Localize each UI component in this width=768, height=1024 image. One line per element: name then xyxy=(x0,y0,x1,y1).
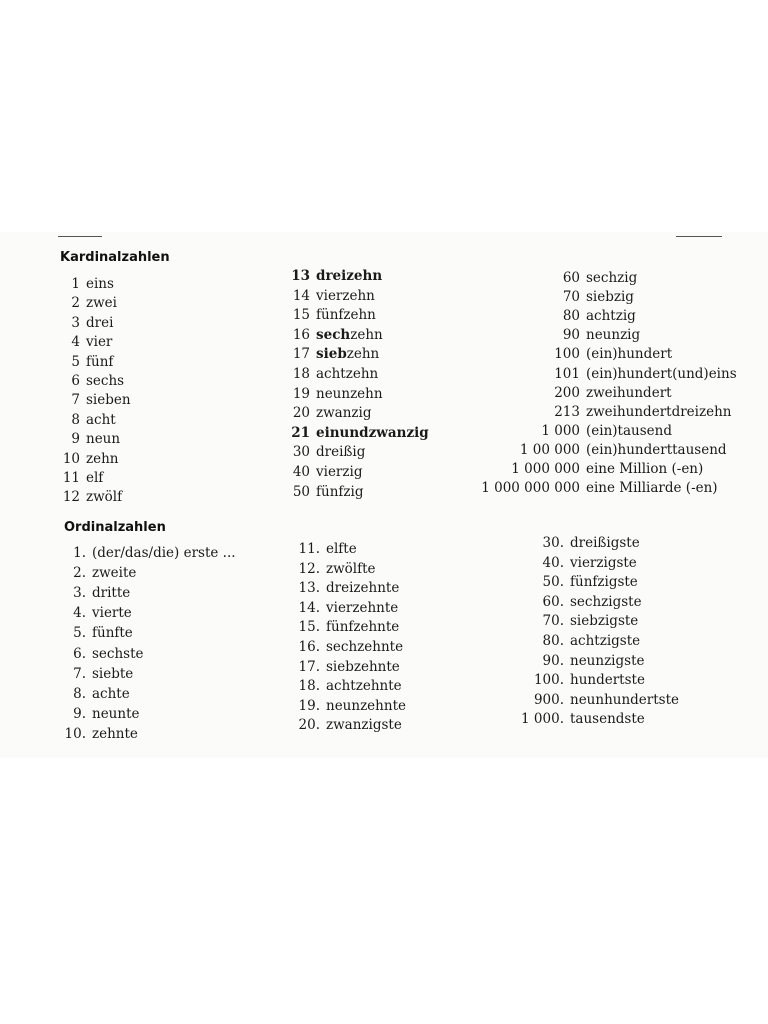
number-numeral: 7. xyxy=(73,665,86,682)
number-numeral: 10 xyxy=(62,450,80,467)
number-word: dreißig xyxy=(316,444,366,461)
number-entry xyxy=(286,346,379,362)
number-word: tausendste xyxy=(570,711,645,728)
number-word: sechzig xyxy=(586,270,638,286)
number-word: dreizehnte xyxy=(326,580,400,597)
number-entry xyxy=(286,268,382,284)
cardinal-heading: Kardinalzahlen xyxy=(60,250,170,265)
number-numeral: 100. xyxy=(533,672,564,689)
number-entry xyxy=(480,404,731,420)
number-word: (ein)hunderttausend xyxy=(586,441,727,458)
number-entry xyxy=(286,464,362,480)
number-numeral: 9. xyxy=(73,705,86,722)
number-numeral: 1 xyxy=(71,276,80,292)
number-numeral: 12 xyxy=(62,489,80,506)
number-entry xyxy=(294,600,398,616)
number-word: zweite xyxy=(92,565,137,582)
number-entry xyxy=(520,555,637,571)
number-numeral: 80 xyxy=(562,308,580,325)
number-entry xyxy=(286,444,365,460)
number-entry xyxy=(62,646,144,662)
number-word: zehn xyxy=(86,450,119,467)
number-numeral: 1. xyxy=(73,545,86,561)
number-word: dritte xyxy=(92,585,131,602)
number-numeral: 7 xyxy=(71,392,80,409)
number-word: zweihundert xyxy=(586,384,672,401)
number-word: zehnte xyxy=(92,725,138,742)
number-entry xyxy=(58,354,113,370)
number-entry xyxy=(294,561,376,577)
number-word: siebzehn xyxy=(316,346,380,363)
number-word: neunzig xyxy=(586,327,641,344)
number-numeral: 3. xyxy=(73,585,86,602)
number-entry xyxy=(58,392,131,408)
number-word: sechste xyxy=(92,645,144,662)
number-word: vierzig xyxy=(316,464,363,480)
number-entry xyxy=(480,480,718,496)
number-entry xyxy=(480,385,672,401)
number-word: (der/das/die) erste ... xyxy=(92,545,236,561)
number-word: (ein)hundert(und)eins xyxy=(586,365,737,382)
number-entry xyxy=(294,541,357,557)
number-numeral: 17 xyxy=(292,346,310,363)
number-entry xyxy=(286,386,383,402)
number-numeral: 9 xyxy=(71,431,80,448)
number-entry xyxy=(520,613,638,629)
number-entry xyxy=(62,545,236,561)
number-numeral: 1 000. xyxy=(521,711,564,728)
number-word: elf xyxy=(86,470,104,486)
number-numeral: 18. xyxy=(298,678,320,695)
number-numeral: 30. xyxy=(542,535,564,551)
number-entry xyxy=(58,489,122,505)
number-numeral: 5 xyxy=(71,353,80,370)
number-numeral: 70. xyxy=(542,613,564,630)
number-numeral: 14. xyxy=(298,599,320,616)
number-numeral: 1 000 000 xyxy=(511,461,580,477)
number-numeral: 60 xyxy=(562,270,580,286)
number-entry xyxy=(294,717,402,733)
number-entry xyxy=(520,535,640,551)
number-word: drei xyxy=(86,314,114,331)
number-word: zweihundertdreizehn xyxy=(586,403,732,420)
number-numeral: 30 xyxy=(292,444,310,461)
number-entry xyxy=(480,327,640,343)
number-entry xyxy=(62,706,140,722)
number-numeral: 15. xyxy=(298,619,320,636)
number-entry xyxy=(520,692,679,708)
number-word: siebte xyxy=(92,665,134,682)
number-numeral: 6. xyxy=(73,645,86,662)
number-numeral: 10. xyxy=(64,725,86,742)
number-numeral: 100 xyxy=(554,346,580,363)
number-entry xyxy=(520,633,640,649)
number-entry xyxy=(520,574,638,590)
number-entry xyxy=(62,686,130,702)
number-entry xyxy=(58,431,120,447)
number-entry xyxy=(58,451,119,467)
number-word: (ein)hundert xyxy=(586,346,673,363)
number-numeral: 20. xyxy=(298,717,320,734)
number-numeral: 8. xyxy=(73,685,86,702)
number-numeral: 40 xyxy=(292,464,310,480)
number-numeral: 50. xyxy=(542,574,564,591)
number-word: sechs xyxy=(86,373,125,389)
number-numeral: 50 xyxy=(292,483,310,500)
number-entry xyxy=(62,666,133,682)
number-word: fünfzigste xyxy=(570,574,638,591)
number-entry xyxy=(294,698,406,714)
top-rule-left xyxy=(58,236,102,237)
number-word: sieben xyxy=(86,392,131,409)
number-numeral: 14 xyxy=(292,287,310,304)
number-entry xyxy=(520,594,642,610)
number-numeral: 213 xyxy=(554,403,580,420)
number-numeral: 3 xyxy=(71,314,80,331)
number-numeral: 21 xyxy=(291,424,310,441)
number-word: fünfzehn xyxy=(316,307,376,324)
number-word: vierte xyxy=(92,605,132,622)
number-entry xyxy=(480,308,636,324)
number-numeral: 101 xyxy=(554,365,580,382)
number-numeral: 20 xyxy=(292,405,310,422)
number-numeral: 13. xyxy=(298,580,320,597)
number-word: neunzehn xyxy=(316,385,383,402)
number-entry xyxy=(480,270,637,286)
number-entry xyxy=(286,327,383,343)
number-word: zwanzigste xyxy=(326,717,402,734)
number-word: vier xyxy=(86,334,113,351)
number-numeral: 13 xyxy=(291,268,310,284)
number-entry xyxy=(62,625,133,641)
number-entry xyxy=(520,672,645,688)
number-word: neunte xyxy=(92,705,140,722)
top-rule-right xyxy=(676,236,722,237)
number-numeral: 200 xyxy=(554,384,580,401)
number-word: siebzehnte xyxy=(326,658,400,675)
number-numeral: 900. xyxy=(533,691,564,708)
number-entry xyxy=(58,412,116,428)
number-numeral: 2. xyxy=(73,565,86,582)
number-numeral: 16. xyxy=(298,639,320,655)
number-entry xyxy=(480,423,672,439)
number-numeral: 11. xyxy=(298,541,320,557)
number-word: zwölf xyxy=(86,489,123,506)
number-entry xyxy=(62,565,136,581)
number-entry xyxy=(286,484,363,500)
number-numeral: 80. xyxy=(542,633,564,649)
number-word: neunzehnte xyxy=(326,697,406,714)
number-word: vierzehnte xyxy=(326,599,399,616)
number-entry xyxy=(294,659,400,675)
number-word: neunzigste xyxy=(570,652,645,669)
number-numeral: 1 000 000 000 xyxy=(481,480,580,497)
number-numeral: 4 xyxy=(71,334,80,351)
number-entry xyxy=(58,276,114,292)
number-numeral: 1 00 000 xyxy=(519,441,580,458)
number-word: achtzig xyxy=(586,308,636,325)
number-entry xyxy=(294,639,403,655)
number-word: vierzehn xyxy=(316,287,375,304)
number-numeral: 8 xyxy=(71,411,80,428)
number-numeral: 19. xyxy=(298,697,320,714)
number-entry xyxy=(294,619,399,635)
number-entry xyxy=(294,580,399,596)
number-numeral: 90 xyxy=(562,327,580,344)
number-entry xyxy=(480,461,703,477)
number-word: elfte xyxy=(326,541,357,557)
number-word: siebzigste xyxy=(570,613,639,630)
number-numeral: 40. xyxy=(542,554,564,571)
number-word: zwei xyxy=(86,295,117,312)
number-numeral: 16 xyxy=(292,326,310,343)
number-entry xyxy=(286,425,429,441)
number-numeral: 11 xyxy=(62,470,80,486)
number-numeral: 60. xyxy=(542,593,564,610)
number-numeral: 15 xyxy=(292,307,310,324)
number-entry xyxy=(62,726,138,742)
number-numeral: 90. xyxy=(542,652,564,669)
number-word: fünfte xyxy=(92,625,133,642)
number-entry xyxy=(480,442,727,458)
number-word: sechzehnte xyxy=(326,639,404,655)
number-word: neun xyxy=(86,431,121,448)
number-entry xyxy=(480,346,672,362)
number-numeral: 70 xyxy=(562,289,580,306)
number-numeral: 19 xyxy=(292,385,310,402)
number-word: neunhundertste xyxy=(570,691,680,708)
number-word: acht xyxy=(86,411,116,428)
number-numeral: 17. xyxy=(298,658,320,675)
number-numeral: 5. xyxy=(73,625,86,642)
number-word: achte xyxy=(92,685,130,702)
number-word: eine Million (-en) xyxy=(586,461,704,477)
number-entry xyxy=(480,366,737,382)
number-entry xyxy=(286,405,371,421)
number-entry xyxy=(520,711,645,727)
number-entry xyxy=(58,295,117,311)
number-entry xyxy=(58,315,113,331)
number-numeral: 18 xyxy=(292,366,310,382)
number-word: siebzig xyxy=(586,289,634,306)
number-numeral: 2 xyxy=(71,295,80,312)
number-word: eine Milliarde (-en) xyxy=(586,480,718,497)
number-entry xyxy=(520,653,645,669)
number-word: zwölfte xyxy=(326,560,376,577)
number-word: hundertste xyxy=(570,672,645,689)
number-word: achtzehn xyxy=(316,366,379,382)
number-word: sechzigste xyxy=(570,593,642,610)
number-entry xyxy=(294,678,402,694)
number-numeral: 6 xyxy=(71,373,80,389)
number-word: fünfzehnte xyxy=(326,619,400,636)
number-entry xyxy=(286,288,375,304)
number-numeral: 1 000 xyxy=(541,422,580,439)
number-word: dreißigste xyxy=(570,535,640,551)
number-word: fünf xyxy=(86,353,114,370)
number-entry xyxy=(58,470,103,486)
number-entry xyxy=(58,334,112,350)
number-entry xyxy=(286,366,378,382)
number-entry xyxy=(286,307,376,323)
number-entry xyxy=(480,289,634,305)
number-numeral: 12. xyxy=(298,560,320,577)
number-word: achtzigste xyxy=(570,633,641,649)
number-word: dreizehn xyxy=(316,268,383,284)
number-entry xyxy=(62,585,130,601)
number-word: zwanzig xyxy=(316,405,372,422)
number-numeral: 4. xyxy=(73,605,86,622)
number-word: sechzehn xyxy=(316,326,383,343)
number-word: fünfzig xyxy=(316,483,364,500)
number-word: eins xyxy=(86,276,114,292)
number-word: einundzwanzig xyxy=(316,424,429,441)
number-entry xyxy=(62,605,132,621)
ordinal-heading: Ordinalzahlen xyxy=(64,520,166,535)
number-entry xyxy=(58,373,124,389)
number-word: vierzigste xyxy=(570,554,637,571)
number-word: achtzehnte xyxy=(326,678,402,695)
number-word: (ein)tausend xyxy=(586,422,672,439)
